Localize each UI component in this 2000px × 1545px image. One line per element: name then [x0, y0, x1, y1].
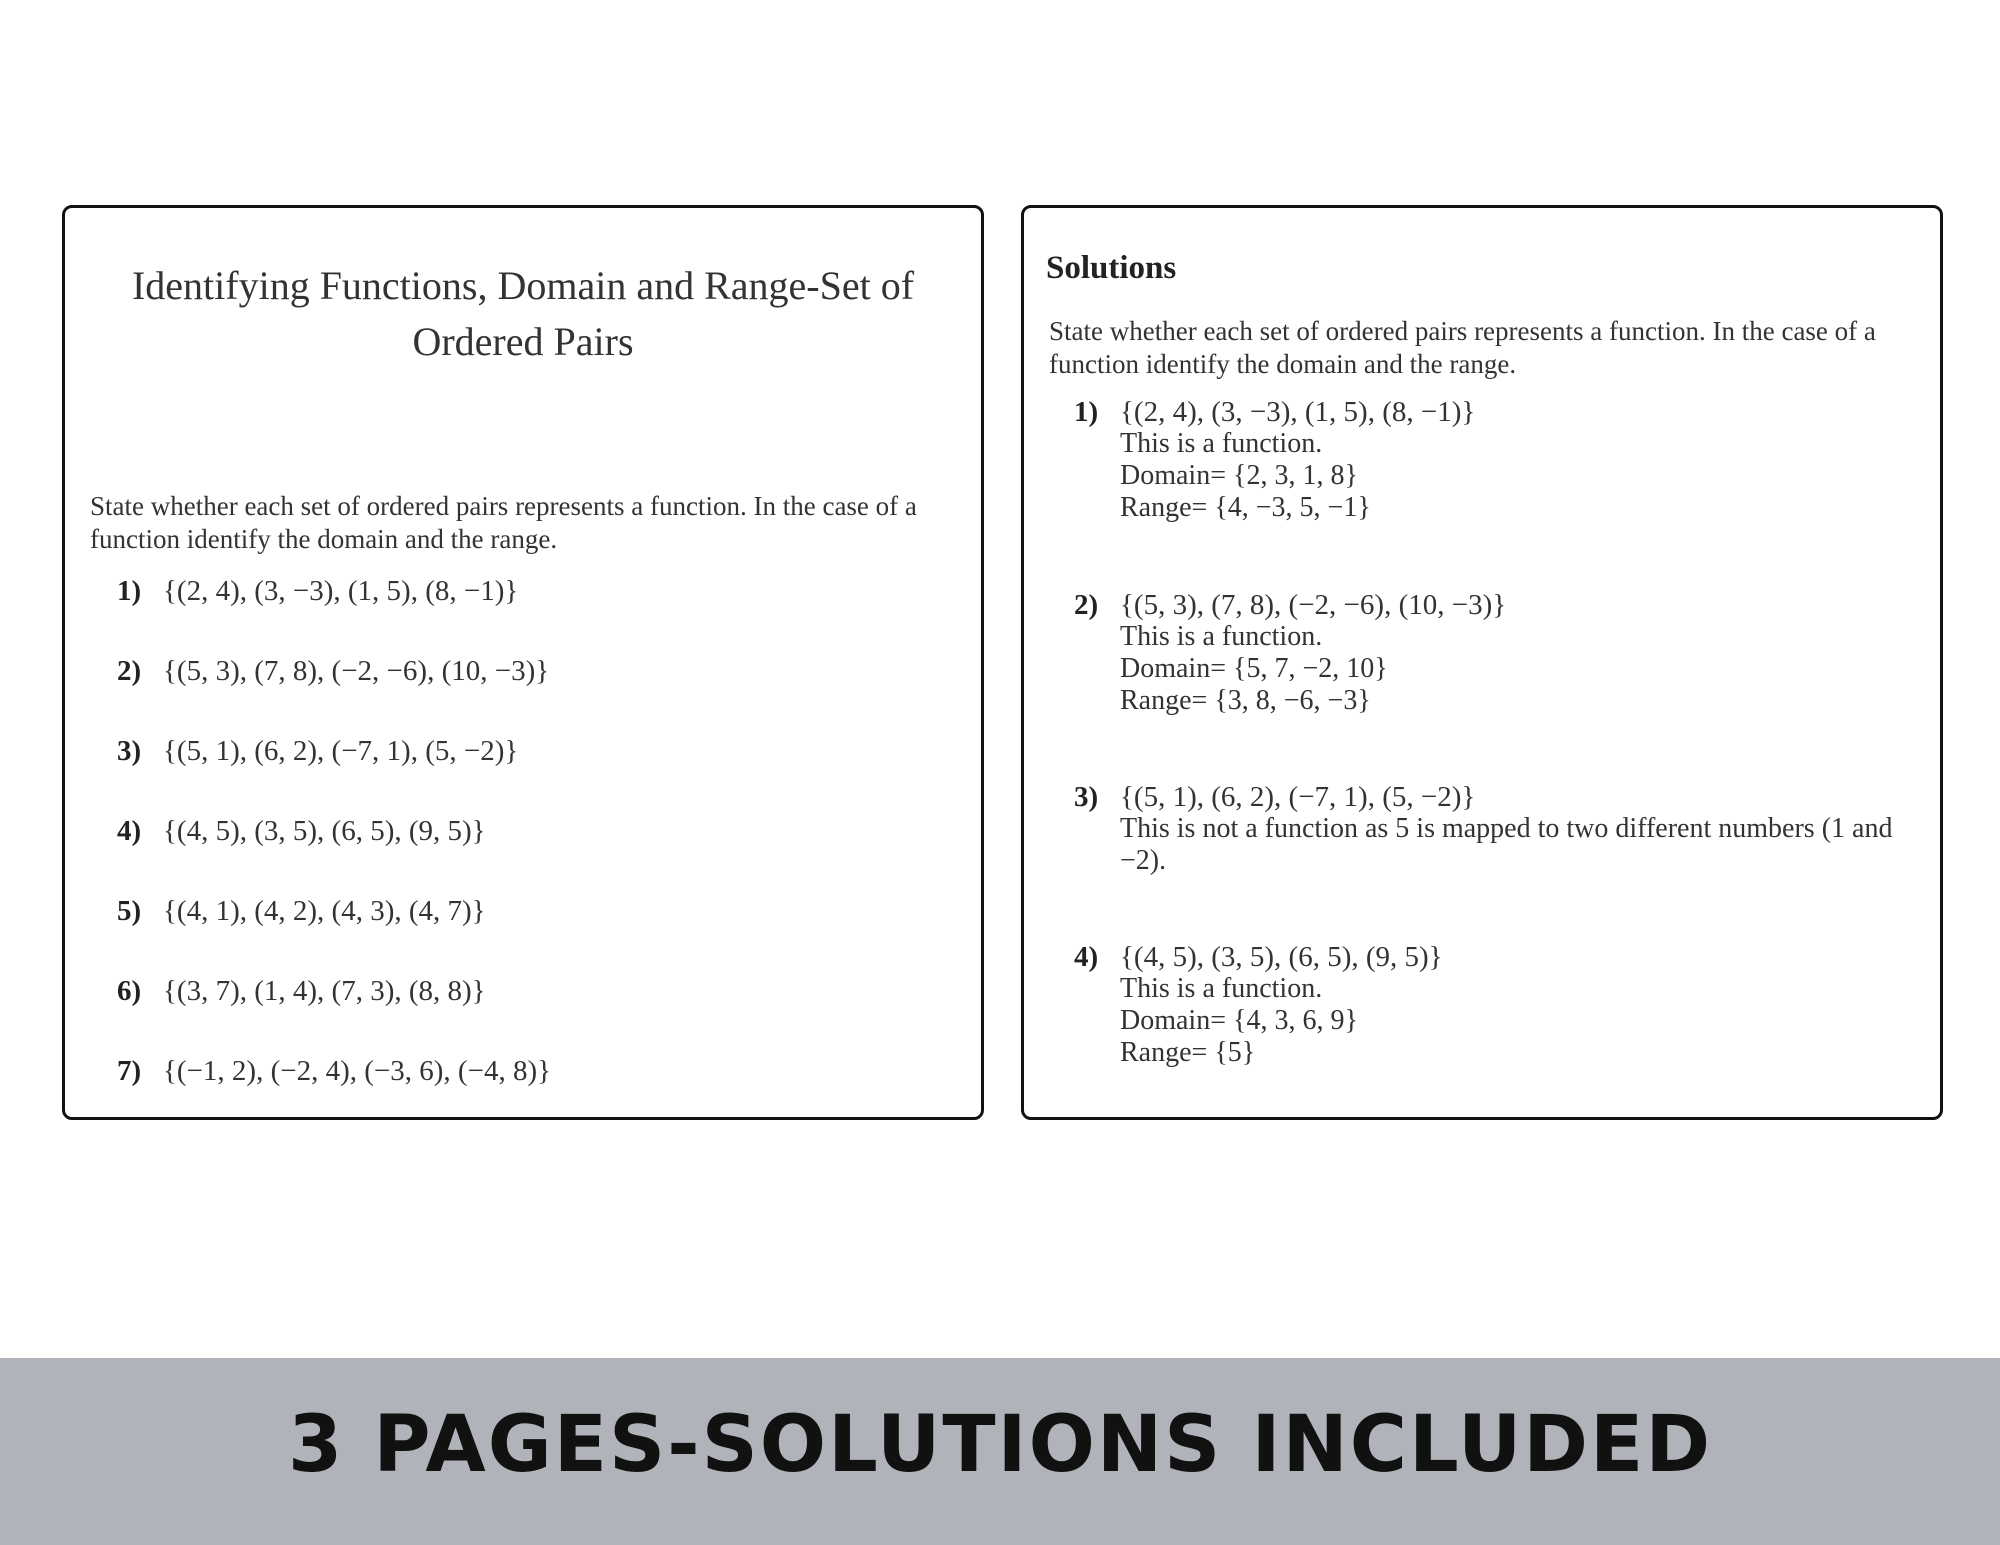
worksheet-page — [62, 205, 984, 1120]
solution-number: 1) — [1074, 396, 1099, 428]
problem-item — [117, 653, 549, 689]
solution-range: Range= {3, 8, −6, −3} — [1120, 685, 1371, 716]
problem-set: {(4, 1), (4, 2), (4, 3), (4, 7)} — [163, 895, 486, 927]
solution-item — [1074, 396, 1900, 524]
problem-set: {(3, 7), (1, 4), (7, 3), (8, 8)} — [163, 975, 486, 1007]
solution-set: {(4, 5), (3, 5), (6, 5), (9, 5)} — [1120, 941, 1443, 973]
problem-set: {(5, 1), (6, 2), (−7, 1), (5, −2)} — [163, 735, 519, 767]
solutions-heading: Solutions — [1046, 250, 1177, 286]
problem-set: {(2, 4), (3, −3), (1, 5), (8, −1)} — [163, 575, 519, 607]
solution-verdict: This is a function. — [1120, 428, 1323, 459]
solution-item — [1074, 781, 1900, 877]
solution-verdict: This is not a function as 5 is mapped to two different numbers (1 and −2). — [1120, 813, 1893, 876]
problem-set: {(−1, 2), (−2, 4), (−3, 6), (−4, 8)} — [163, 1055, 552, 1087]
problem-item — [117, 813, 486, 849]
solutions-instructions: State whether each set of ordered pairs represents a function. In the case of a function identify the domain and the range. — [1049, 316, 1876, 379]
banner-text: 3 PAGES-SOLUTIONS INCLUDED — [287, 1400, 1713, 1490]
problem-number: 7) — [117, 1055, 142, 1087]
problem-number: 3) — [117, 735, 142, 767]
problem-number: 5) — [117, 895, 142, 927]
solution-item — [1074, 941, 1900, 1069]
solution-number: 4) — [1074, 941, 1099, 973]
problem-number: 2) — [117, 655, 142, 687]
problem-item — [117, 893, 486, 929]
solution-set: {(2, 4), (3, −3), (1, 5), (8, −1)} — [1120, 396, 1476, 428]
solutions-page — [1021, 205, 1943, 1120]
problem-item — [117, 573, 518, 609]
solution-set: {(5, 3), (7, 8), (−2, −6), (10, −3)} — [1120, 589, 1507, 621]
problem-number: 1) — [117, 575, 142, 607]
problem-set: {(5, 3), (7, 8), (−2, −6), (10, −3)} — [163, 655, 550, 687]
promo-banner — [0, 1358, 2000, 1545]
problem-set: {(4, 5), (3, 5), (6, 5), (9, 5)} — [163, 815, 486, 847]
solution-domain: Domain= {4, 3, 6, 9} — [1120, 1005, 1358, 1036]
solution-verdict: This is a function. — [1120, 621, 1323, 652]
solution-number: 2) — [1074, 589, 1099, 621]
solution-range: Range= {5} — [1120, 1037, 1256, 1068]
solution-range: Range= {4, −3, 5, −1} — [1120, 492, 1371, 523]
solution-domain: Domain= {5, 7, −2, 10} — [1120, 653, 1388, 684]
solution-number: 3) — [1074, 781, 1099, 813]
solution-item — [1074, 589, 1900, 717]
problem-number: 6) — [117, 975, 142, 1007]
problem-item — [117, 733, 518, 769]
solution-verdict: This is a function. — [1120, 973, 1323, 1004]
solution-set: {(5, 1), (6, 2), (−7, 1), (5, −2)} — [1120, 781, 1476, 813]
worksheet-instructions: State whether each set of ordered pairs represents a function. In the case of a function identify the domain and the range. — [90, 491, 917, 554]
problem-number: 4) — [117, 815, 142, 847]
problem-item — [117, 973, 486, 1009]
worksheet-title: Identifying Functions, Domain and Range-Set of Ordered Pairs — [131, 263, 915, 364]
problem-item — [117, 1053, 551, 1089]
solution-domain: Domain= {2, 3, 1, 8} — [1120, 460, 1358, 491]
